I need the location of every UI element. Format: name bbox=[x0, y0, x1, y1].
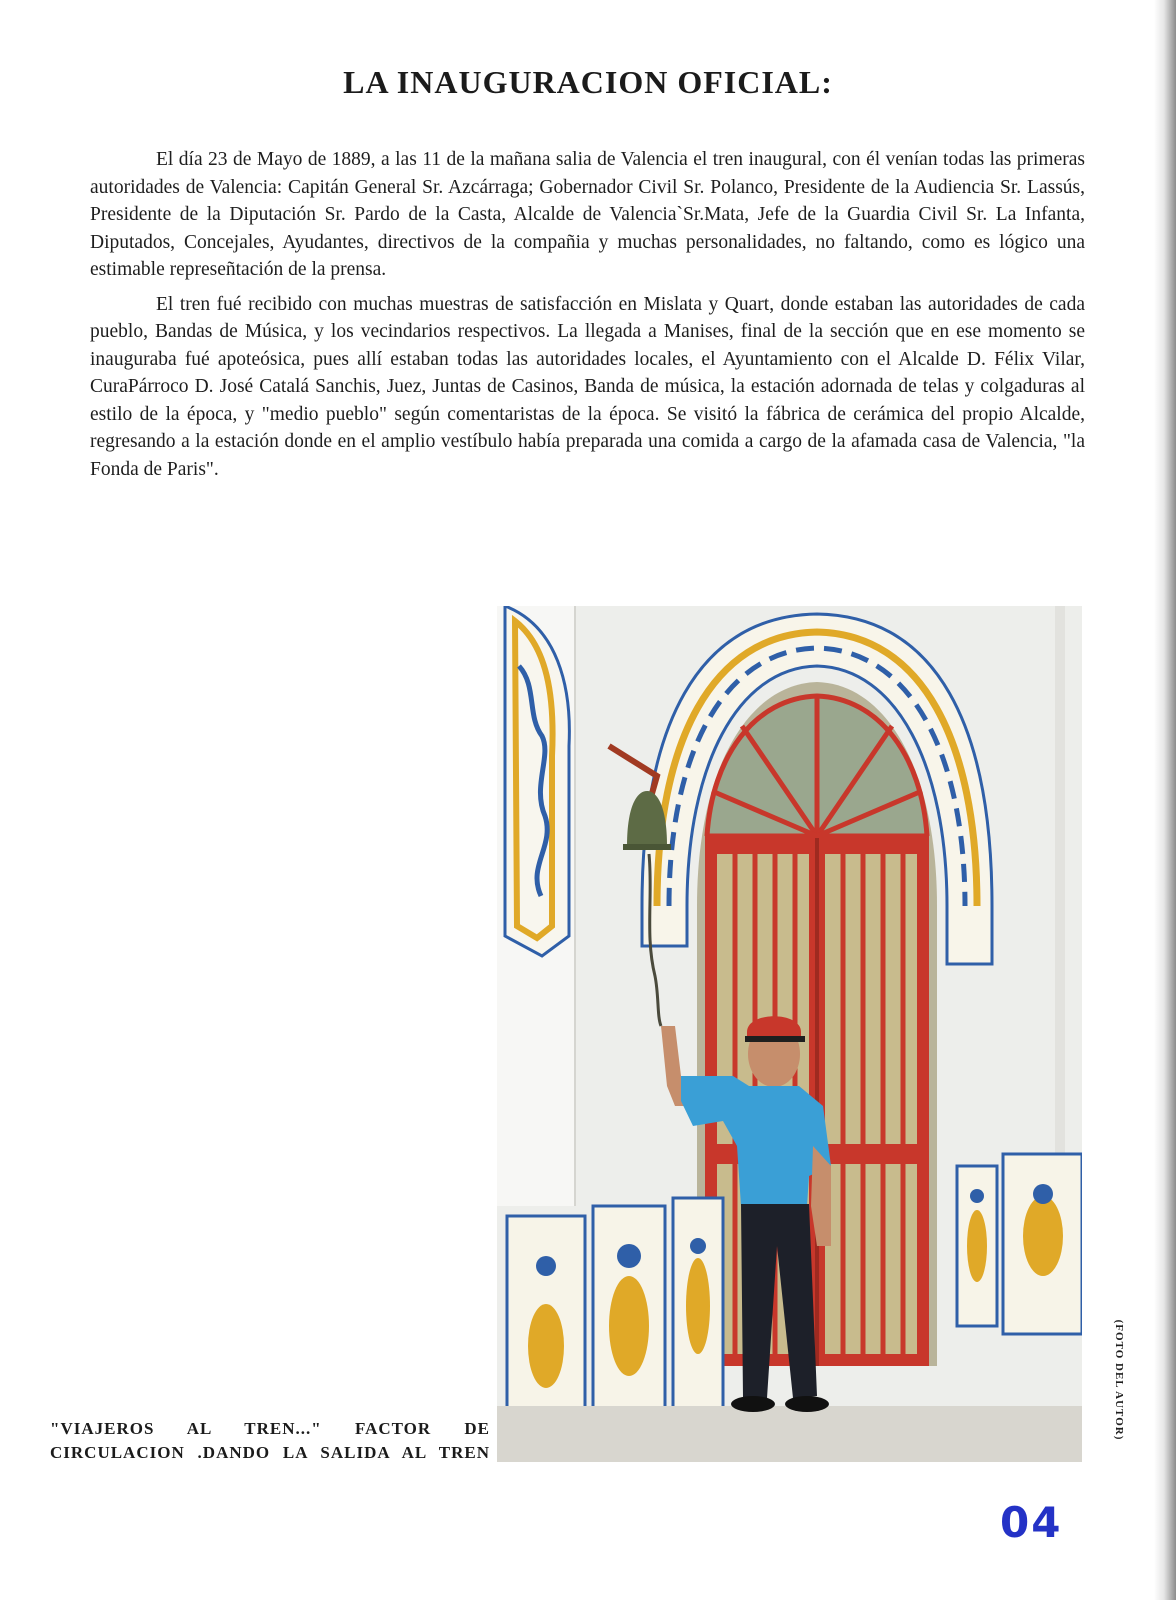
paragraph-2: El tren fué recibido con muchas muestras de satisfacción en Mislata y Quart, donde estaban las autoridades de cada pueblo, Bandas de Música, y los vecindarios respectivos. La llegada a Manises, final de la sección que en ese momento se inauguraba fué apoteósica, pues allí estaban todas las autoridades locales, el Ayuntamiento con el Alcalde D. Félix Vilar, CuraPárroco D. José Catalá Sanchis, Juez, Juntas de Casinos, Banda de música, la estación adornada de telas y colgaduras al estilo de la época, y "medio pueblo" según comentaristas de la época. Se visitó la fábrica de cerámica del propio Alcalde, regresando a la estación donde en el amplio vestíbulo había preparada una comida a cargo de la afamada casa de Valencia, "la Fonda de Paris". bbox=[90, 293, 1085, 480]
page-edge-shadow bbox=[1154, 0, 1176, 1600]
caption-line-1: "VIAJEROS AL TREN..." FACTOR DE bbox=[50, 1419, 490, 1438]
paragraph-1: El día 23 de Mayo de 1889, a las 11 de la mañana salia de Valencia el tren inaugural, con él venían todas las primeras autoridades de Valencia: Capitán General Sr. Azcárraga; Gobernador Civil Sr. Polanco, Presidente de la Audiencia Sr. Lassús, Presidente de la Diputación Sr. Pardo de la Casta, Alcalde de Valencia`Sr.Mata, Jefe de la Guardia Civil Sr. La Infanta, Diputados, Concejales, Ayudantes, directivos de la compañia y muchas personalidades, no faltando, como es lógico una estimable represeñtación de la prensa. bbox=[90, 149, 1085, 280]
station-door-photo bbox=[497, 606, 1082, 1462]
photo-credit bbox=[1111, 1300, 1127, 1460]
photo-credit-text: (FOTO DEL AUTOR) bbox=[1113, 1319, 1125, 1441]
body-text bbox=[90, 146, 1085, 490]
caption-line-2: CIRCULACION .DANDO LA SALIDA AL TREN bbox=[50, 1443, 490, 1462]
page-title: LA INAUGURACION OFICIAL: bbox=[343, 64, 833, 100]
page-number: 04 bbox=[1000, 1498, 1063, 1547]
photo-caption bbox=[50, 1417, 490, 1465]
